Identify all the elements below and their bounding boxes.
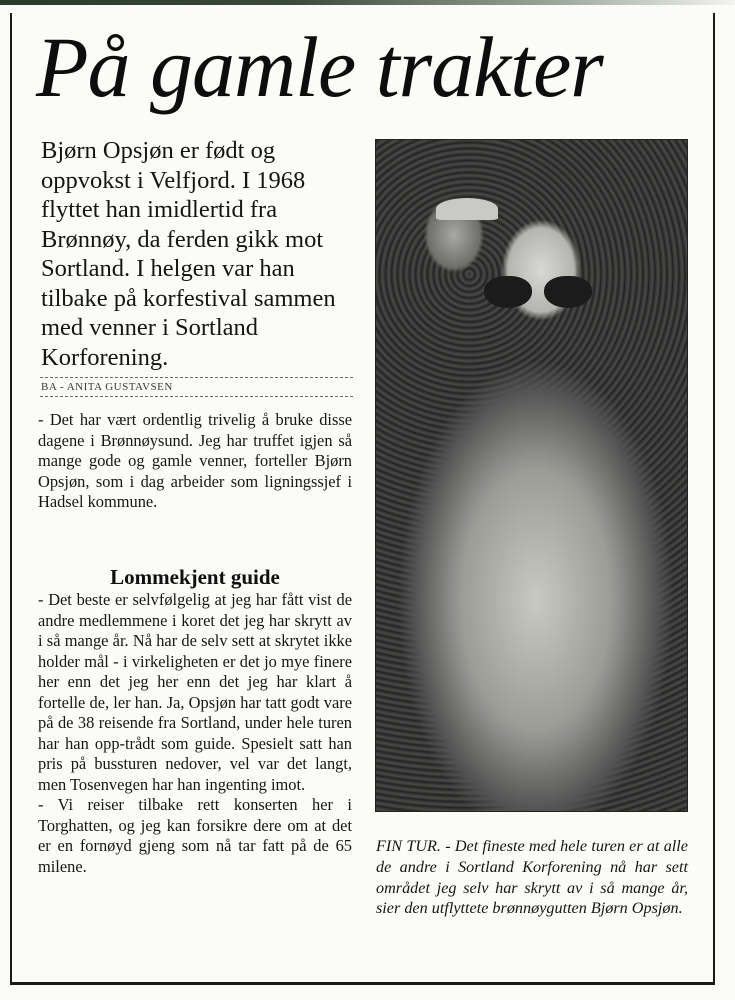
lead-paragraph: Bjørn Opsjøn er født og oppvokst i Velfjord. I 1968 flyttet han imidlertid fra Brønnøy, da ferden gikk mot Sortland. I helgen var han tilbake på korfestival sammen med venner i Sortland Korforening. — [41, 137, 336, 371]
photo-caption: FIN TUR. - Det fineste med hele turen er at alle de andre i Sortland Korforening nå har sett området jeg selv har skrytt av i så mange år, sier den utflyttete brønnøygutten Bjørn Opsjøn. — [376, 837, 688, 918]
paragraph-text: - Det beste er selvfølgelig at jeg har fått vist de andre medlemmene i koret det jeg har skrytt av i så mange år. Nå har de selv sett at skrytet ikke holder mål - i virkeligheten er det jo mye finere her enn det jeg her enn det jeg har klart å fortelle de, ler han. Ja, Opsjøn har tatt godt vare på de 38 reisende fra Sortland, under hele turen har han opp-trådt som guide. Spesielt satt han pris på bussturen nedover, vel var det langt, men Tosenvegen har han ingenting imot. — [38, 590, 352, 794]
scan-edge — [0, 0, 735, 5]
cap-shape — [436, 198, 498, 220]
paragraph-text: - Det har vært ordentlig trivelig å bruke disse dagene i Brønnøysund. Jeg har truffet igjen så mange gode og gamle venner, forteller Bjørn Opsjøn, som i dag arbeider som ligningssjef i Hadsel kommune. — [38, 410, 352, 511]
body-paragraphs-2 — [38, 590, 352, 877]
body-paragraph-1 — [38, 410, 352, 513]
article-photo — [375, 139, 688, 812]
byline-rule-bottom — [40, 396, 353, 397]
byline-rule-top — [40, 377, 353, 378]
paragraph-text: - Vi reiser tilbake rett konserten her i Torghatten, og jeg kan forsikre dere om at det er en fornøyd gjeng som nå tar fatt på de 65 milene. — [38, 795, 352, 876]
headline: På gamle trakter — [36, 19, 603, 115]
sunglasses-shape — [484, 276, 594, 310]
subheading: Lommekjent guide — [110, 565, 280, 589]
byline: BA - ANITA GUSTAVSEN — [41, 381, 173, 393]
